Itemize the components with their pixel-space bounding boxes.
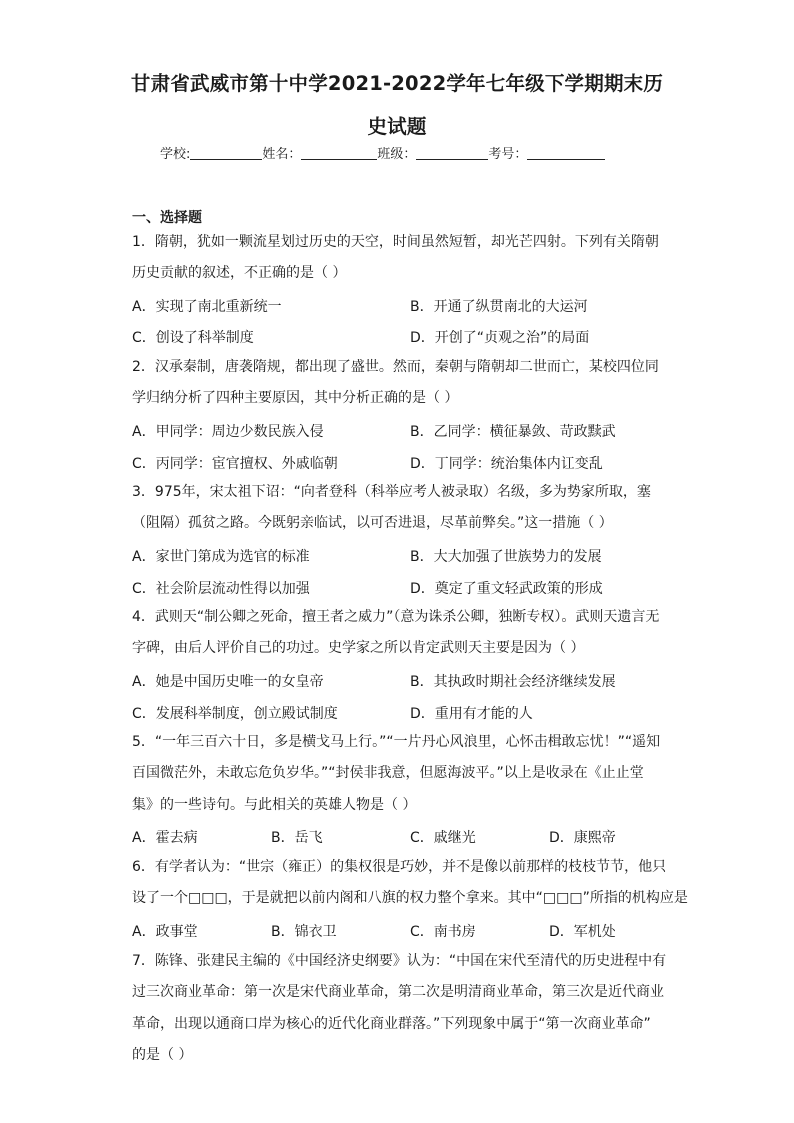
class-blank[interactable] bbox=[416, 145, 488, 160]
question-line: 设了一个□□□，于是就把以前内阁和八旗的权力整个拿来。其中“□□□”所指的机构应是 bbox=[132, 890, 688, 907]
question-3 bbox=[132, 477, 672, 540]
exam-title-line1: 甘肃省武威市第十中学2021-2022学年七年级下学期期末历 bbox=[130, 72, 664, 95]
school-label: 学校: bbox=[160, 147, 191, 162]
student-info-row bbox=[160, 143, 605, 162]
question-1 bbox=[132, 227, 672, 290]
question-line: 百国微茫外，未敢忘危负岁华。”“封侯非我意，但愿海波平。”以上是收录在《止止堂 bbox=[132, 765, 644, 782]
name-blank[interactable] bbox=[301, 145, 377, 160]
question-line: 2．汉承秦制，唐袭隋规，都出现了盛世。然而，秦朝与隋朝却二世而亡，某校四位同 bbox=[132, 359, 659, 375]
option-b[interactable]: B．大大加强了世族势力的发展 bbox=[410, 549, 602, 565]
question-line: 革命，出现以通商口岸为核心的近代化商业群落。”下列现象中属于“第一次商业革命” bbox=[132, 1015, 651, 1032]
option-b[interactable]: B．乙同学：横征暴敛、苛政黩武 bbox=[410, 424, 616, 440]
option-b[interactable]: B．开通了纵贯南北的大运河 bbox=[410, 299, 588, 315]
question-line: 学归纳分析了四种主要原因，其中分析正确的是（ ） bbox=[132, 390, 459, 407]
question-line: 3．975年，宋太祖下诏：“向者登科（科举应考人被录取）名级，多为势家所取，塞 bbox=[132, 484, 651, 500]
question-line: （阻隔）孤贫之路。今既躬亲临试，以可否进退，尽革前弊矣。”这一措施（ ） bbox=[132, 515, 613, 532]
question-line: 5．“一年三百六十日，多是横戈马上行。”“一片丹心风浪里，心怀击楫敢忘忧！”“遥知 bbox=[132, 734, 661, 750]
question-2 bbox=[132, 352, 672, 415]
question-line: 1．隋朝，犹如一颗流星划过历史的天空，时间虽然短暂，却光芒四射。下列有关隋朝 bbox=[132, 234, 659, 250]
question-line: 7．陈锋、张建民主编的《中国经济史纲要》认为：“中国在宋代至清代的历史进程中有 bbox=[132, 953, 667, 969]
question-4 bbox=[132, 602, 672, 665]
option-a[interactable]: A．政事堂 bbox=[132, 924, 198, 940]
option-c[interactable]: C．南书房 bbox=[410, 924, 476, 940]
question-line: 4．武则天“制公卿之死命，擅王者之威力”（意为诛杀公卿，独断专权）。武则天遗言无 bbox=[132, 609, 660, 625]
option-d[interactable]: D．开创了“贞观之治”的局面 bbox=[410, 330, 590, 346]
number-label: 考号： bbox=[488, 147, 528, 162]
option-b[interactable]: B．其执政时期社会经济继续发展 bbox=[410, 674, 616, 690]
option-a[interactable]: A．家世门第成为选官的标准 bbox=[132, 549, 310, 565]
option-b[interactable]: B．岳飞 bbox=[271, 830, 323, 846]
option-c[interactable]: C．创设了科举制度 bbox=[132, 330, 254, 346]
option-c[interactable]: C．戚继光 bbox=[410, 830, 476, 846]
option-c[interactable]: C．社会阶层流动性得以加强 bbox=[132, 581, 310, 597]
option-c[interactable]: C．发展科举制度，创立殿试制度 bbox=[132, 706, 338, 722]
option-d[interactable]: D．重用有才能的人 bbox=[410, 706, 533, 722]
option-c[interactable]: C．丙同学：宦官擅权、外戚临朝 bbox=[132, 456, 338, 472]
option-a[interactable]: A．甲同学：周边少数民族入侵 bbox=[132, 424, 324, 440]
question-5 bbox=[132, 727, 672, 821]
question-line: 过三次商业革命：第一次是宋代商业革命，第二次是明清商业革命，第三次是近代商业 bbox=[132, 984, 664, 1001]
name-label: 姓名： bbox=[262, 147, 302, 162]
section-heading: 一、选择题 bbox=[132, 210, 202, 226]
question-6 bbox=[132, 852, 688, 915]
number-blank[interactable] bbox=[527, 145, 605, 160]
question-line: 集》的一些诗句。与此相关的英雄人物是（ ） bbox=[132, 796, 417, 813]
school-blank[interactable] bbox=[190, 145, 262, 160]
question-line: 历史贡献的叙述，不正确的是（ ） bbox=[132, 265, 347, 282]
option-d[interactable]: D．军机处 bbox=[549, 924, 616, 940]
option-a[interactable]: A．实现了南北重新统一 bbox=[132, 299, 282, 315]
class-label: 班级： bbox=[377, 147, 417, 162]
question-7 bbox=[132, 946, 672, 1071]
option-d[interactable]: D．康熙帝 bbox=[549, 830, 616, 846]
option-d[interactable]: D．丁同学：统治集体内讧变乱 bbox=[410, 456, 603, 472]
option-a[interactable]: A．霍去病 bbox=[132, 830, 198, 846]
question-line: 的是（ ） bbox=[132, 1046, 193, 1063]
option-b[interactable]: B．锦衣卫 bbox=[271, 924, 337, 940]
question-line: 字碑，由后人评价自己的功过。史学家之所以肯定武则天主要是因为（ ） bbox=[132, 640, 585, 657]
option-d[interactable]: D．奠定了重文轻武政策的形成 bbox=[410, 581, 603, 597]
question-line: 6．有学者认为：“世宗（雍正）的集权很是巧妙，并不是像以前那样的枝枝节节，他只 bbox=[132, 859, 667, 875]
option-a[interactable]: A．她是中国历史唯一的女皇帝 bbox=[132, 674, 324, 690]
exam-title-line2: 史试题 bbox=[367, 115, 427, 138]
